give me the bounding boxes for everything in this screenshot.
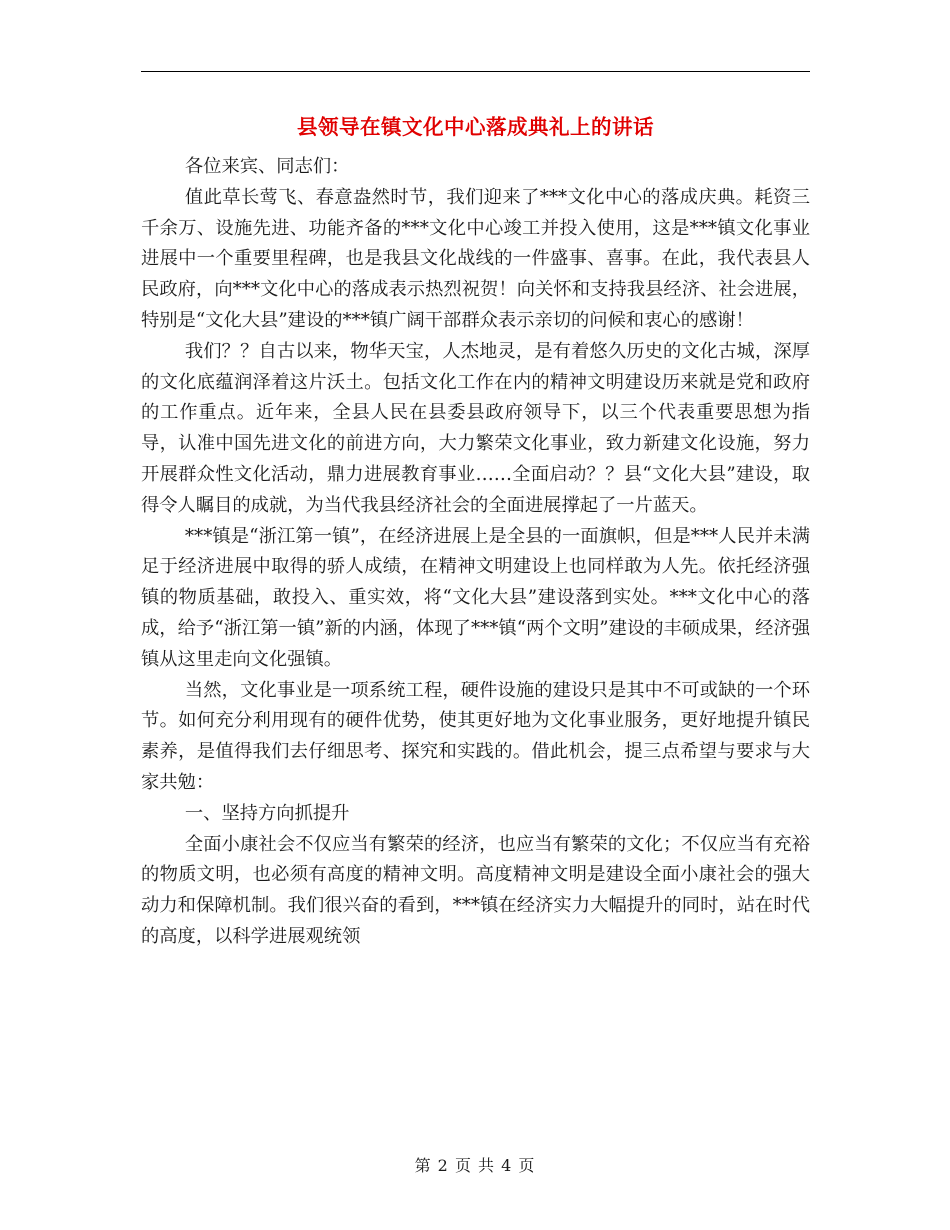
header-rule [141,71,810,72]
page-title: 县领导在镇文化中心落成典礼上的讲话 [297,115,654,139]
paragraph: 值此草长莺飞、春意盎然时节，我们迎来了***文化中心的落成庆典。耗资三千余万、设施先进、功能齐备的***文化中心竣工并投入使用，这是***镇文化事业进展中一个重要里程碑，也是我县文化战线的一件盛事、喜事。在此，我代表县人民政府，向***文化中心的落成表示热烈祝贺！向关怀和支持我县经济、社会进展，特别是“文化大县”建设的***镇广阔干部群众表示亲切的问候和衷心的感谢！ [141,186,810,331]
paragraph: ***镇是“浙江第一镇”，在经济进展上是全县的一面旗帜，但是***人民并未满足于经济进展中取得的骄人成绩，在精神文明建设上也同样敢为人先。依托经济强镇的物质基础，敢投入、重实效，将“文化大县”建设落到实处。***文化中心的落成，给予“浙江第一镇”新的内涵，体现了***镇“两个文明”建设的丰硕成果，经济强镇从这里走向文化强镇。 [141,525,810,670]
paragraph: 当然，文化事业是一项系统工程，硬件设施的建设只是其中不可或缺的一个环节。如何充分利用现有的硬件优势，使其更好地为文化事业服务，更好地提升镇民素养，是值得我们去仔细思考、探究和实践的。借此机会，提三点希望与要求与大家共勉： [141,679,810,793]
section-heading: 一、坚持方向抓提升 [184,802,350,824]
page-number-footer: 第 2 页 共 4 页 [414,1156,536,1175]
speech-body [141,152,810,953]
paragraph-greeting: 各位来宾、同志们： [184,156,350,177]
paragraph: 我们？？自古以来，物华天宝，人杰地灵，是有着悠久历史的文化古城，深厚的文化底蕴润泽着这片沃土。包括文化工作在内的精神文明建设历来就是党和政府的工作重点。近年来，全县人民在县委县政府领导下，以三个代表重要思想为指导，认准中国先进文化的前进方向，大力繁荣文化事业，致力新建文化设施，努力开展群众性文化活动，鼎力进展教育事业……全面启动？？县“文化大县”建设，取得令人瞩目的成就，为当代我县经济社会的全面进展撑起了一片蓝天。 [141,340,810,516]
paragraph: 全面小康社会不仅应当有繁荣的经济，也应当有繁荣的文化；不仅应当有充裕的物质文明，也必须有高度的精神文明。高度精神文明是建设全面小康社会的强大动力和保障机制。我们很兴奋的看到，***镇在经济实力大幅提升的同时，站在时代的高度，以科学进展观统领 [141,833,810,947]
